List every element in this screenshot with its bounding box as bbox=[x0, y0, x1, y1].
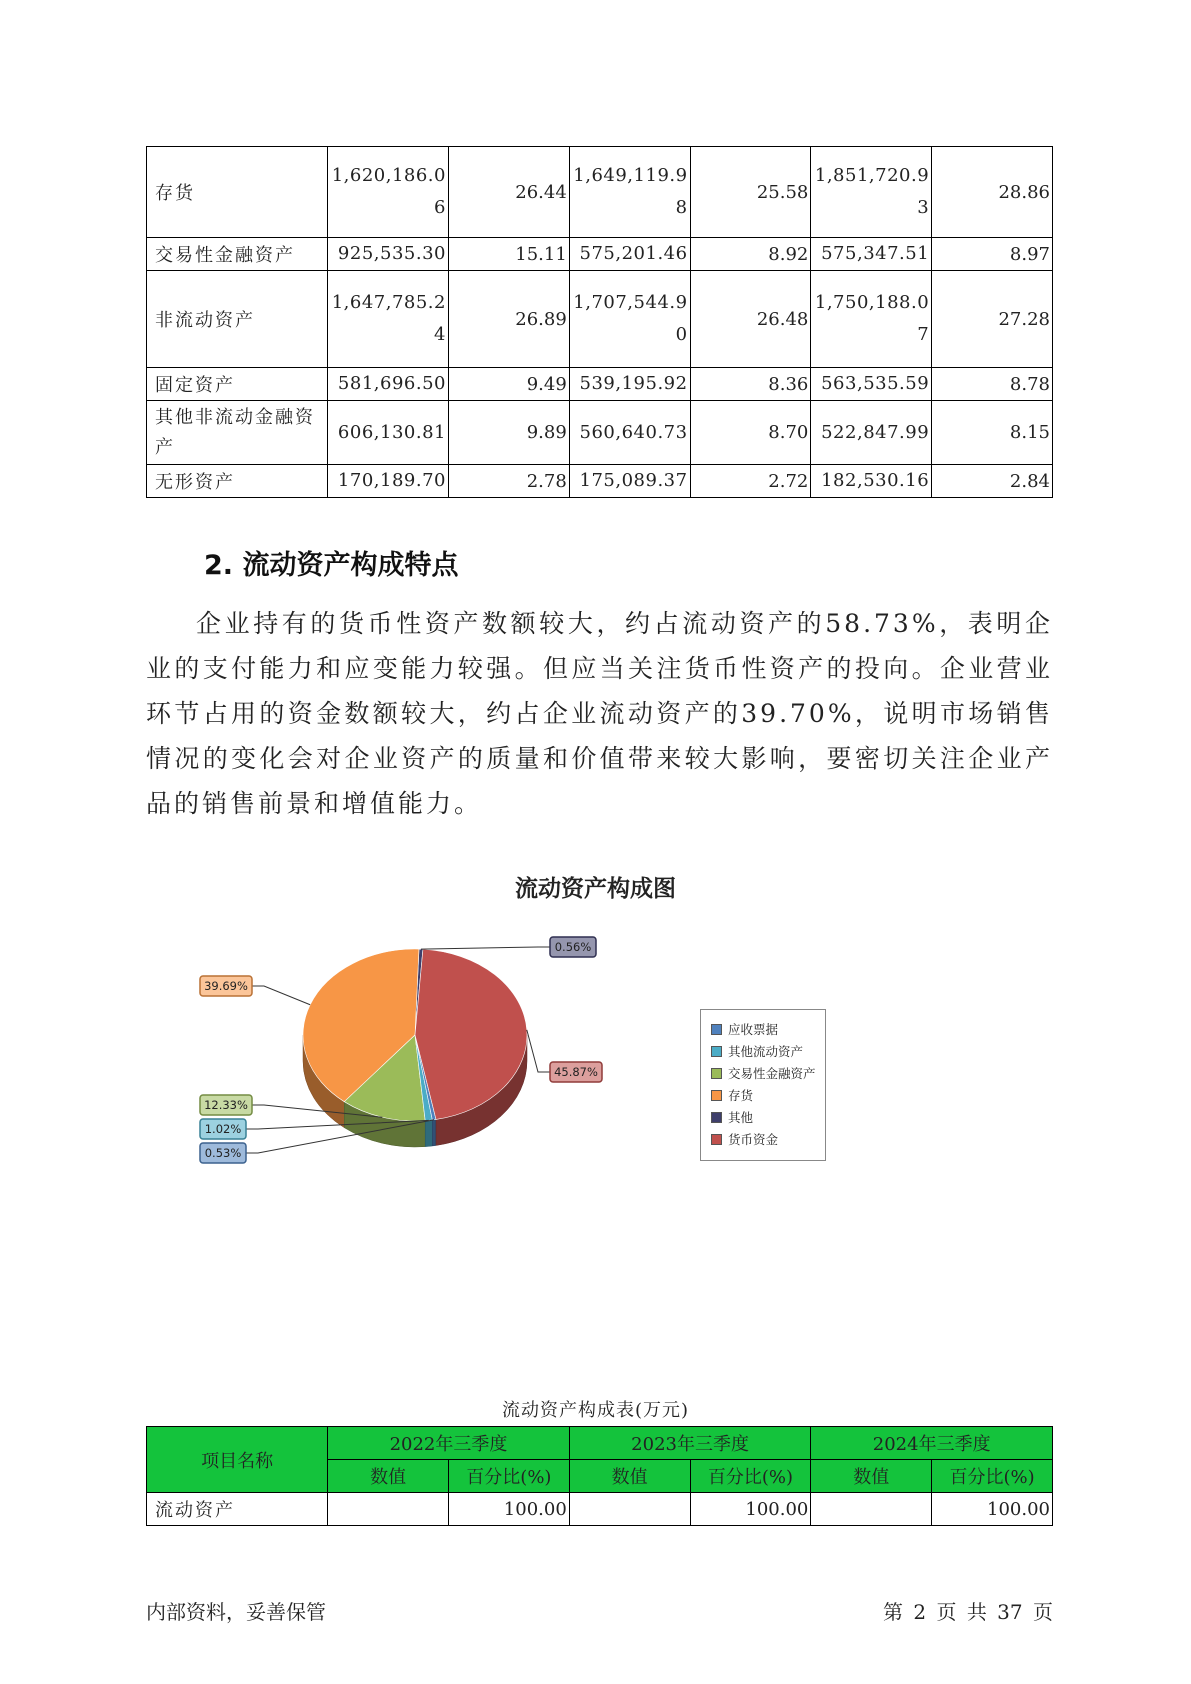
legend-item bbox=[701, 1040, 825, 1062]
header-value: 数值 bbox=[328, 1460, 449, 1493]
table-row bbox=[147, 368, 1053, 401]
value-cell: 575,201.46 bbox=[569, 238, 690, 271]
value-cell: 581,696.50 bbox=[328, 368, 449, 401]
value-cell: 182,530.16 bbox=[811, 465, 932, 498]
data-label: 39.69% bbox=[204, 979, 248, 993]
legend-swatch bbox=[711, 1046, 722, 1057]
value-cell bbox=[328, 1493, 449, 1526]
percent-cell: 8.78 bbox=[932, 368, 1053, 401]
section-heading: 2. 流动资产构成特点 bbox=[204, 550, 459, 581]
value-cell: 606,130.81 bbox=[328, 401, 449, 465]
header-percent: 百分比(%) bbox=[690, 1460, 811, 1493]
value-cell: 1,707,544.90 bbox=[569, 271, 690, 368]
percent-cell: 2.72 bbox=[690, 465, 811, 498]
pie-chart bbox=[190, 930, 660, 1180]
legend-label: 交易性金融资产 bbox=[728, 1066, 816, 1081]
section-paragraph: 企业持有的货币性资产数额较大，约占流动资产的58.73%，表明企业的支付能力和应变能力较强。但应当关注货币性资产的投向。企业营业环节占用的资金数额较大，约占企业流动资产的39.70%，说明市场销售情况的变化会对企业资产的质量和价值带来较大影响，要密切关注企业产品的销售前景和增值能力。 bbox=[146, 609, 1053, 818]
legend-item bbox=[701, 1018, 825, 1040]
data-label: 0.53% bbox=[204, 1146, 242, 1160]
percent-cell: 28.86 bbox=[932, 147, 1053, 238]
value-cell: 175,089.37 bbox=[569, 465, 690, 498]
data-label: 45.87% bbox=[554, 1065, 598, 1079]
value-cell: 522,847.99 bbox=[811, 401, 932, 465]
table-row bbox=[147, 1493, 1053, 1526]
percent-cell: 15.11 bbox=[448, 238, 569, 271]
legend-swatch bbox=[711, 1068, 722, 1079]
leader-line bbox=[527, 1030, 550, 1072]
header-percent: 百分比(%) bbox=[448, 1460, 569, 1493]
percent-cell: 8.15 bbox=[932, 401, 1053, 465]
row-name: 固定资产 bbox=[147, 368, 328, 401]
legend-label: 其他 bbox=[728, 1110, 754, 1125]
header-value: 数值 bbox=[811, 1460, 932, 1493]
percent-cell: 100.00 bbox=[690, 1493, 811, 1526]
row-name: 非流动资产 bbox=[147, 271, 328, 368]
leader-line bbox=[421, 947, 550, 949]
row-name: 流动资产 bbox=[147, 1493, 328, 1526]
header-year: 2022年三季度 bbox=[328, 1427, 570, 1460]
table-row bbox=[147, 238, 1053, 271]
percent-cell: 26.89 bbox=[448, 271, 569, 368]
value-cell: 1,851,720.93 bbox=[811, 147, 932, 238]
value-cell bbox=[569, 1493, 690, 1526]
percent-cell: 26.48 bbox=[690, 271, 811, 368]
percent-cell: 100.00 bbox=[448, 1493, 569, 1526]
footer-confidential: 内部资料，妥善保管 bbox=[146, 1600, 326, 1624]
row-name: 其他非流动金融资产 bbox=[147, 401, 328, 465]
row-name: 无形资产 bbox=[147, 465, 328, 498]
pie-slice-side bbox=[432, 1119, 436, 1145]
table-row bbox=[147, 147, 1053, 238]
legend-swatch bbox=[711, 1134, 722, 1145]
percent-cell: 9.89 bbox=[448, 401, 569, 465]
row-name: 存货 bbox=[147, 147, 328, 238]
percent-cell: 8.92 bbox=[690, 238, 811, 271]
percent-cell: 9.49 bbox=[448, 368, 569, 401]
value-cell: 170,189.70 bbox=[328, 465, 449, 498]
percent-cell: 8.70 bbox=[690, 401, 811, 465]
footer-page-number: 第 2 页 共 37 页 bbox=[883, 1600, 1053, 1624]
header-percent: 百分比(%) bbox=[932, 1460, 1053, 1493]
data-label: 1.02% bbox=[204, 1122, 242, 1136]
chart-legend bbox=[700, 1009, 826, 1161]
value-cell: 1,750,188.07 bbox=[811, 271, 932, 368]
legend-item bbox=[701, 1128, 825, 1150]
percent-cell: 25.58 bbox=[690, 147, 811, 238]
percent-cell: 26.44 bbox=[448, 147, 569, 238]
value-cell bbox=[811, 1493, 932, 1526]
legend-swatch bbox=[711, 1024, 722, 1035]
header-item-name: 项目名称 bbox=[147, 1427, 328, 1493]
table-caption: 流动资产构成表(万元) bbox=[501, 1400, 690, 1421]
value-cell: 925,535.30 bbox=[328, 238, 449, 271]
percent-cell: 8.97 bbox=[932, 238, 1053, 271]
legend-label: 货币资金 bbox=[728, 1132, 779, 1147]
table-row bbox=[147, 465, 1053, 498]
header-year: 2023年三季度 bbox=[569, 1427, 811, 1460]
header-year: 2024年三季度 bbox=[811, 1427, 1053, 1460]
value-cell: 560,640.73 bbox=[569, 401, 690, 465]
legend-swatch bbox=[711, 1090, 722, 1101]
legend-label: 存货 bbox=[728, 1088, 754, 1103]
asset-table-continued bbox=[146, 146, 1053, 498]
pie-slice-side bbox=[425, 1120, 432, 1147]
legend-item bbox=[701, 1062, 825, 1084]
value-cell: 1,620,186.06 bbox=[328, 147, 449, 238]
data-label: 0.56% bbox=[554, 940, 592, 954]
leader-line bbox=[252, 986, 310, 1005]
row-name: 交易性金融资产 bbox=[147, 238, 328, 271]
percent-cell: 2.78 bbox=[448, 465, 569, 498]
percent-cell: 27.28 bbox=[932, 271, 1053, 368]
percent-cell: 2.84 bbox=[932, 465, 1053, 498]
value-cell: 575,347.51 bbox=[811, 238, 932, 271]
legend-label: 其他流动资产 bbox=[728, 1044, 804, 1059]
header-value: 数值 bbox=[569, 1460, 690, 1493]
table-row bbox=[147, 401, 1053, 465]
legend-label: 应收票据 bbox=[728, 1022, 779, 1037]
legend-item bbox=[701, 1106, 825, 1128]
table-header-row bbox=[147, 1427, 1053, 1460]
value-cell: 539,195.92 bbox=[569, 368, 690, 401]
value-cell: 563,535.59 bbox=[811, 368, 932, 401]
legend-swatch bbox=[711, 1112, 722, 1123]
data-label: 12.33% bbox=[204, 1098, 248, 1112]
value-cell: 1,649,119.98 bbox=[569, 147, 690, 238]
chart-title: 流动资产构成图 bbox=[515, 876, 676, 902]
table-row bbox=[147, 271, 1053, 368]
percent-cell: 100.00 bbox=[932, 1493, 1053, 1526]
legend-item bbox=[701, 1084, 825, 1106]
current-assets-table bbox=[146, 1426, 1053, 1526]
value-cell: 1,647,785.24 bbox=[328, 271, 449, 368]
percent-cell: 8.36 bbox=[690, 368, 811, 401]
